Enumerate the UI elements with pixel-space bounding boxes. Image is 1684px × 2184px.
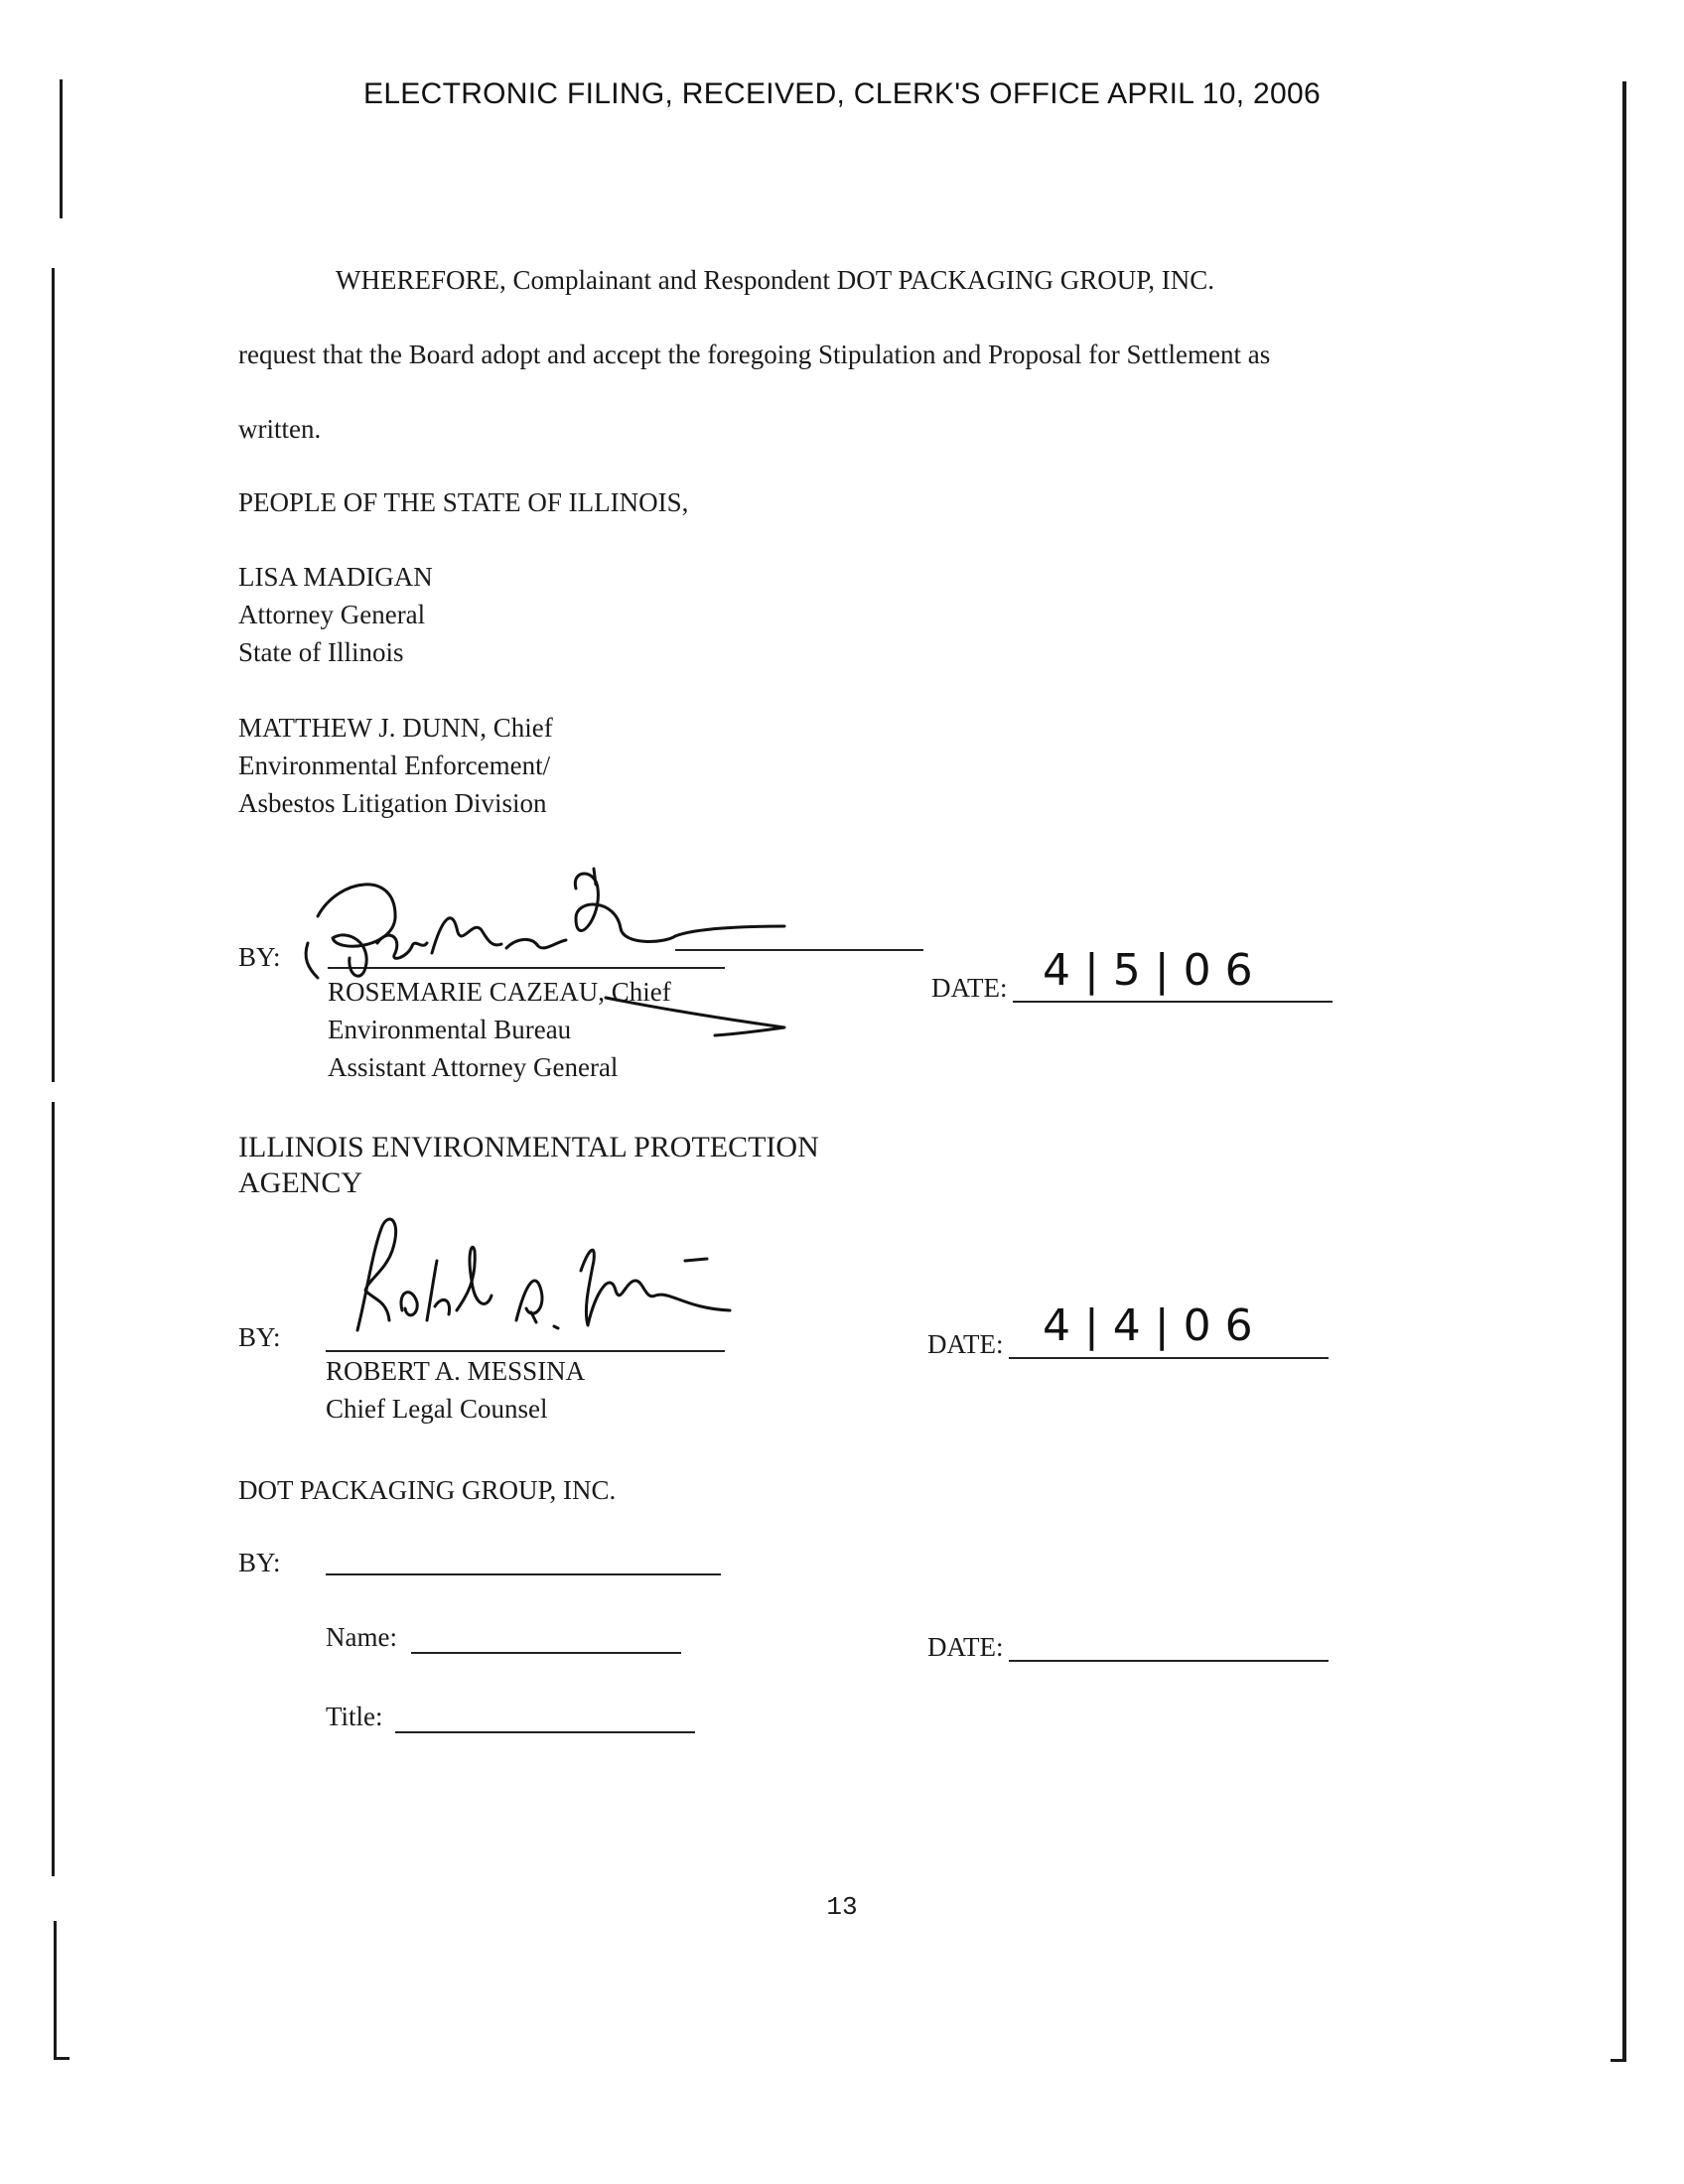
iepa-heading-line-1: ILLINOIS ENVIRONMENTAL PROTECTION — [238, 1131, 819, 1163]
ag-state: State of Illinois — [238, 637, 404, 667]
closing-line-3: written. — [238, 414, 322, 444]
division-chief-block — [238, 709, 553, 822]
chief-name: MATTHEW J. DUNN, Chief — [238, 713, 553, 743]
iepa-heading-line-2: AGENCY — [238, 1166, 362, 1199]
closing-line-2: request that the Board adopt and accept the foregoing Stipulation and Proposal for Settlement as — [238, 340, 1271, 369]
dot-heading: DOT PACKAGING GROUP, INC. — [238, 1475, 617, 1505]
dot-title-line — [395, 1731, 695, 1733]
iepa-heading — [238, 1130, 819, 1201]
iepa-signer-title: Chief Legal Counsel — [326, 1394, 548, 1424]
dot-date-line — [1009, 1660, 1329, 1662]
ag-title: Attorney General — [238, 600, 426, 629]
scan-edge-right-corner — [1611, 2059, 1624, 2062]
dot-date-label: DATE: — [927, 1632, 1004, 1662]
ag-name: LISA MADIGAN — [238, 562, 433, 592]
page-number: 13 — [826, 1892, 858, 1922]
dot-title-label: Title: — [326, 1702, 383, 1731]
scan-edge-right — [1622, 81, 1626, 2062]
dot-name-line — [411, 1652, 681, 1654]
people-date-label: DATE: — [931, 973, 1008, 1003]
iepa-signer-block — [326, 1352, 585, 1428]
people-date-line — [1013, 1001, 1333, 1003]
chief-division-1: Environmental Enforcement/ — [238, 751, 551, 780]
closing-line-1: WHEREFORE, Complainant and Respondent DOT PACKAGING GROUP, INC. — [336, 265, 1215, 295]
scan-edge-left-lower — [52, 1102, 55, 1876]
filing-stamp: ELECTRONIC FILING, RECEIVED, CLERK'S OFFICE APRIL 10, 2006 — [363, 77, 1321, 110]
iepa-date-line — [1009, 1357, 1329, 1359]
dot-signature-line — [326, 1573, 721, 1575]
scan-edge-left-bottom — [54, 1921, 57, 2060]
iepa-date-label: DATE: — [927, 1329, 1004, 1359]
chief-division-2: Asbestos Litigation Division — [238, 788, 547, 818]
dot-name-label: Name: — [326, 1622, 397, 1652]
dot-by-label: BY: — [238, 1548, 281, 1577]
people-date-value: 4 | 5 | 0 6 — [1043, 945, 1253, 996]
people-signer-block — [328, 973, 671, 1086]
people-signer-name: ROSEMARIE CAZEAU, Chief — [328, 977, 671, 1007]
people-by-label: BY: — [238, 942, 281, 972]
attorney-general-block — [238, 558, 433, 671]
scan-edge-left-mid — [52, 268, 55, 1082]
iepa-signer-name: ROBERT A. MESSINA — [326, 1356, 586, 1386]
scan-edge-left-corner — [54, 2057, 70, 2060]
people-heading: PEOPLE OF THE STATE OF ILLINOIS, — [238, 487, 689, 517]
iepa-date-value: 4 | 4 | 0 6 — [1043, 1300, 1253, 1351]
people-signer-line-3: Assistant Attorney General — [328, 1052, 619, 1082]
iepa-by-label: BY: — [238, 1322, 281, 1352]
people-signer-line-2: Environmental Bureau — [328, 1015, 572, 1044]
iepa-signature — [328, 1211, 745, 1360]
